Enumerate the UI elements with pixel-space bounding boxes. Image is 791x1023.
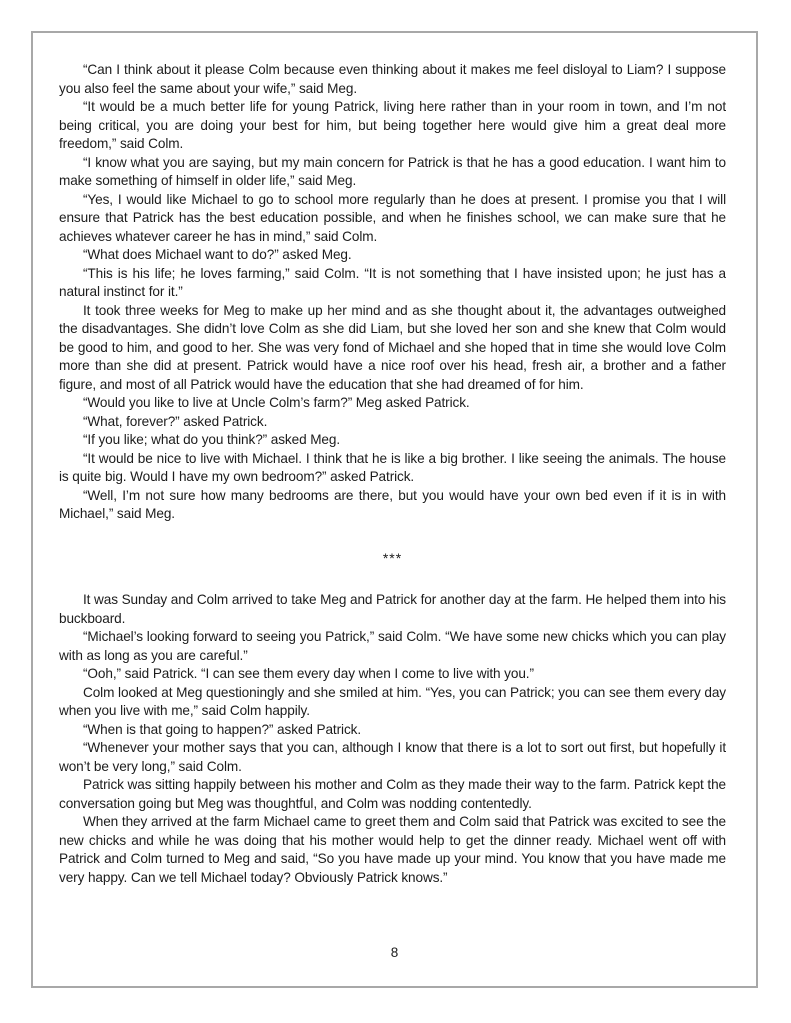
paragraph: When they arrived at the farm Michael came to greet them and Colm said that Patrick was excited to see the new chicks and while he was doing that his mother would help to get the dinner ready. Michael went off with Patrick and Colm turned to Meg and said, “So you have made up your mind. You know that you have made me very happy. Can we tell Michael today? Obviously Patrick knows.”	[59, 814, 726, 885]
section-before-break	[59, 61, 726, 524]
paragraph: “What, forever?” asked Patrick.	[83, 413, 268, 429]
paragraph: “It would be nice to live with Michael. I think that he is like a big brother. I like seeing the animals. The house is quite big. Would I have my own bedroom?” asked Patrick.	[59, 450, 726, 484]
paragraph: “This is his life; he loves farming,” said Colm. “It is not something that I have insisted upon; he just has a natural instinct for it.”	[59, 265, 726, 299]
page-content-area	[59, 61, 726, 926]
paragraph: It took three weeks for Meg to make up her mind and as she thought about it, the advantages outweighed the disadvantages. She didn’t love Colm as she did Liam, but she loved her son and she knew that Colm would be good to him, and good to her. She was very fond of Michael and she hoped that in time she would love Colm more than she did at present. Patrick would have a nice roof over his head, fresh air, a brother and a father figure, and most of all Patrick would have the education that she had dreamed of for him.	[59, 302, 726, 392]
paragraph: “It would be a much better life for young Patrick, living here rather than in your room in town, and I’m not being critical, you are doing your best for him, but being together here would give him a great deal more freedom,” said Colm.	[59, 99, 726, 151]
paragraph: “Michael’s looking forward to seeing you Patrick,” said Colm. “We have some new chicks which you can play with as long as you are careful.”	[59, 629, 726, 663]
paragraph: Patrick was sitting happily between his mother and Colm as they made their way to the farm. Patrick kept the conversation going but Meg was thoughtful, and Colm was nodding contentedly.	[59, 777, 726, 811]
paragraph: “Can I think about it please Colm because even thinking about it makes me feel disloyal to Liam? I suppose you also feel the same about your wife,” said Meg.	[59, 62, 726, 96]
paragraph: Colm looked at Meg questioningly and she smiled at him. “Yes, you can Patrick; you can see them every day when you live with me,” said Colm happily.	[59, 684, 726, 718]
page-number: 8	[390, 945, 399, 960]
paragraph: “I know what you are saying, but my main concern for Patrick is that he has a good education. I want him to make something of himself in older life,” said Meg.	[59, 154, 726, 188]
paragraph: “Would you like to live at Uncle Colm’s farm?” Meg asked Patrick.	[83, 395, 470, 410]
scene-break-separator: ***	[382, 549, 403, 566]
paragraph: “Ooh,” said Patrick. “I can see them every day when I come to live with you.”	[83, 666, 534, 681]
paragraph: “If you like; what do you think?” asked Meg.	[83, 432, 341, 447]
paragraph: “Yes, I would like Michael to go to school more regularly than he does at present. I promise you that I will ensure that Patrick has the best education possible, and when he finishes school, we can make sure that he achieves whatever career he has in mind,” said Colm.	[59, 191, 726, 244]
paragraph: It was Sunday and Colm arrived to take Meg and Patrick for another day at the farm. He helped them into his buckboard.	[59, 592, 726, 626]
section-after-break	[59, 591, 726, 887]
paragraph: “When is that going to happen?” asked Patrick.	[83, 721, 362, 737]
book-page-border	[31, 31, 758, 988]
paragraph: “What does Michael want to do?” asked Meg.	[83, 247, 352, 262]
paragraph: “Well, I’m not sure how many bedrooms are there, but you would have your own bed even if it is in with Michael,” said Meg.	[59, 487, 726, 521]
paragraph: “Whenever your mother says that you can, although I know that there is a lot to sort out first, but hopefully it won’t be very long,” said Colm.	[59, 740, 726, 774]
